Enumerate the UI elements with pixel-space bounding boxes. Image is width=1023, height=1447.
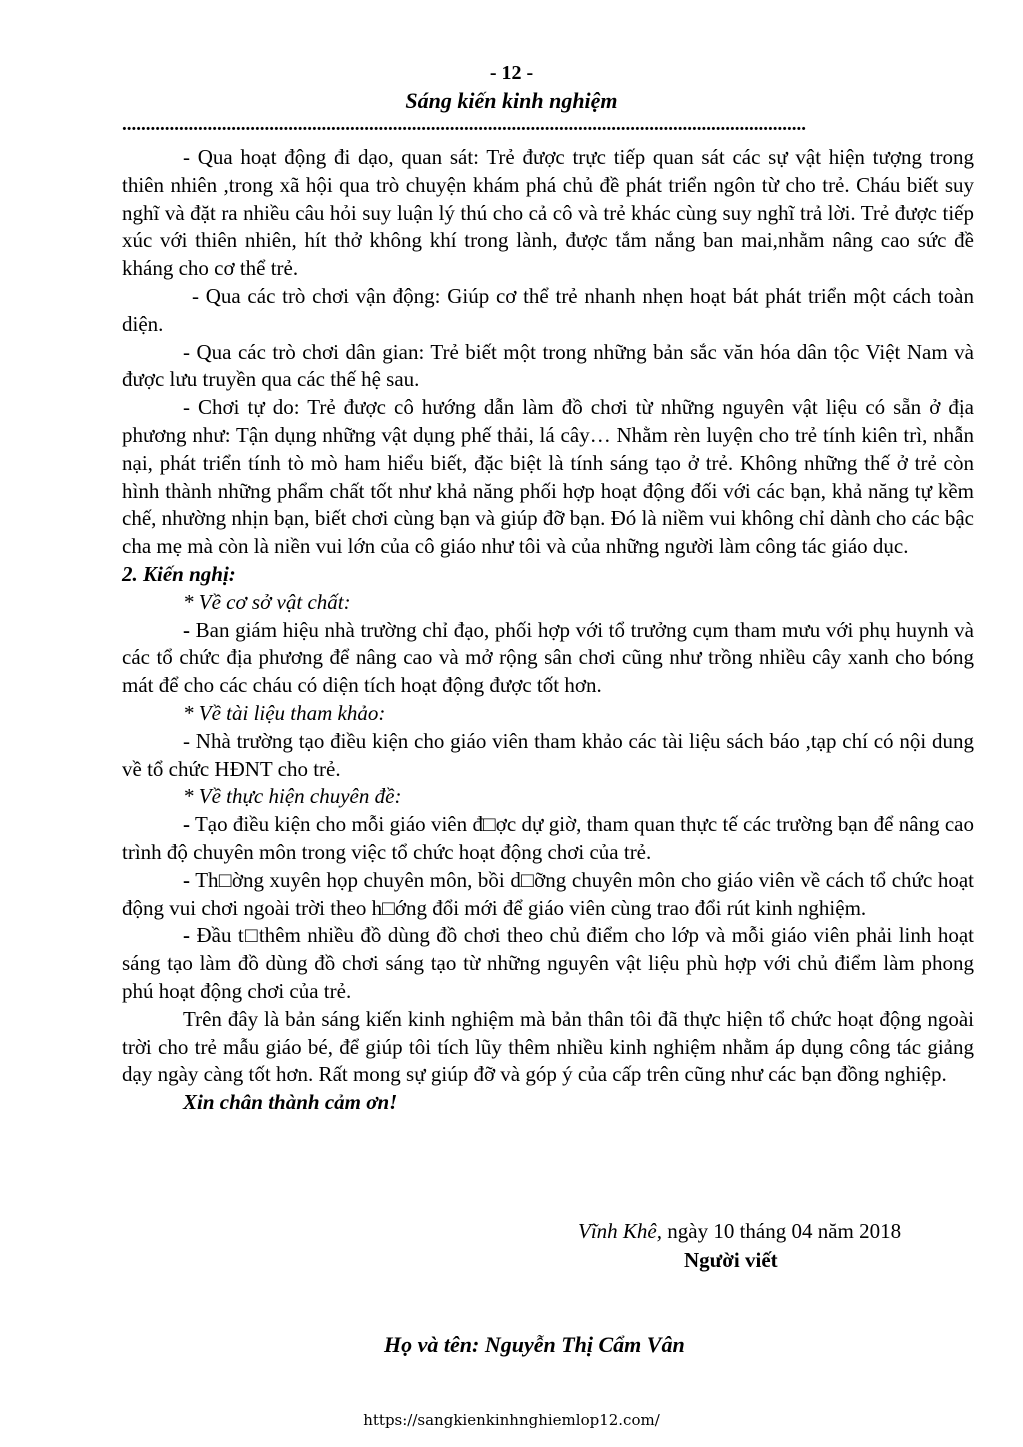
- signature-role: Người viết: [684, 1248, 778, 1272]
- header-separator: ................................................................................................................................................: [122, 114, 806, 135]
- paragraph-facilities-text: Ban giám hiệu nhà trường chỉ đạo, phối hợp với tổ trưởng cụm tham mưu với phụ huynh và các tổ chức địa phương để nâng cao và mở rộng sân chơi cũng như trồng nhiều cây xanh cho bóng mát để cho các cháu có diện tích hoạt động được tốt hơn.: [122, 617, 974, 698]
- bullet-dash: -: [183, 923, 190, 948]
- paragraph-folk-games: - Qua các trò chơi dân gian: Trẻ biết một trong những bản sắc văn hóa dân tộc Việt Nam và được lưu truyền qua các thế hệ sau.: [122, 339, 974, 392]
- signature-place: Vĩnh Khê,: [578, 1219, 662, 1243]
- subheading-topics: * Về thực hiện chuyên đề:: [183, 784, 402, 809]
- header-title: Sáng kiến kinh nghiệm: [405, 88, 618, 113]
- paragraph-investment: [122, 922, 974, 1005]
- footer-url: https://sangkienkinhnghiemlop12.com/: [363, 1411, 660, 1429]
- paragraph-conclusion: Trên đây là bản sáng kiến kinh nghiệm mà bản thân tôi đã thực hiện tổ chức hoạt động ngoài trời cho trẻ mẫu giáo bé, để giúp tôi tích lũy thêm nhiều kinh nghiệm nhằm áp dụng công tác giảng dạy ngày càng tốt hơn. Rất mong sự giúp đỡ và góp ý của cấp trên cũng như các bạn đồng nghiệp.: [122, 1006, 974, 1087]
- subheading-facilities: * Về cơ sở vật chất:: [183, 589, 351, 614]
- paragraph-observation-visits: [122, 811, 974, 867]
- paragraph-facilities: [122, 617, 974, 700]
- page-number: - 12 -: [489, 62, 534, 84]
- bullet-dash: -: [183, 617, 190, 642]
- subheading-references: * Về tài liệu tham khảo:: [183, 700, 386, 725]
- paragraph-movement-games: - Qua các trò chơi vận động: Giúp cơ thể trẻ nhanh nhẹn hoạt bát phát triển một cách toàn diện.: [122, 283, 974, 336]
- paragraph-investment-text: Đầu t□thêm nhiều đồ dùng đồ chơi theo chủ điểm cho lớp và mỗi giáo viên phải linh hoạt sáng tạo làm đồ dùng đồ chơi sáng tạo từ những nguyên vật liệu phù hợp với chủ điểm làm phong phú hoạt động chơi của trẻ.: [122, 923, 974, 1003]
- section-heading-recommendations: 2. Kiến nghị:: [122, 561, 236, 586]
- bullet-dash: -: [183, 867, 190, 892]
- signature-date: ngày 10 tháng 04 năm 2018: [662, 1219, 902, 1243]
- paragraph-observation-visits-text: Tạo điều kiện cho mỗi giáo viên đ□ợc dự giờ, tham quan thực tế các trường bạn để nâng cao trình độ chuyên môn trong việc tổ chức hoạt động chơi của trẻ.: [122, 812, 974, 864]
- signature-place-date: [578, 1219, 901, 1244]
- thanks-line: Xin chân thành cảm ơn!: [183, 1090, 398, 1115]
- paragraph-references: - Nhà trường tạo điều kiện cho giáo viên tham khảo các tài liệu sách báo ,tạp chí có nội dung về tổ chức HĐNT cho trẻ.: [122, 728, 974, 781]
- bullet-dash: -: [183, 812, 190, 837]
- author-name: Họ và tên: Nguyễn Thị Cẩm Vân: [384, 1332, 685, 1357]
- paragraph-professional-meetings-text: Th□ờng xuyên họp chuyên môn, bồi d□ỡng chuyên môn cho giáo viên về cách tổ chức hoạt động vui chơi ngoài trời theo h□ớng đổi mới để giáo viên cùng trao đổi rút kinh nghiệm.: [122, 867, 974, 920]
- paragraph-free-play: - Chơi tự do: Trẻ được cô hướng dẫn làm đồ chơi từ những nguyên vật liệu có sẵn ở địa phương như: Tận dụng những vật dụng phế thải, lá cây… Nhằm rèn luyện cho trẻ tính kiên trì, nhẫn nại, phát triển tính tò mò ham hiểu biết, đặc biệt là tính sáng tạo ở trẻ. Không những thế ở trẻ còn hình thành những phẩm chất tốt như khả năng phối hợp hoạt động đối với các bạn, khả năng tự kềm chế, nhường nhịn bạn, biết chơi cùng bạn và giúp đỡ bạn. Đó là niềm vui không chỉ dành cho các bậc cha mẹ mà còn là niền vui lớn của cô giáo như tôi và của những người làm công tác giáo dục.: [122, 395, 974, 559]
- document-body: [122, 144, 974, 1117]
- paragraph-walk-observe: - Qua hoạt động đi dạo, quan sát: Trẻ được trực tiếp quan sát các sự vật hiện tượng trong thiên nhiên ,trong xã hội qua trò chuyện khám phá chủ đề phát triển ngôn từ cho trẻ. Cháu biết suy nghĩ và đặt ra nhiều câu hỏi suy luận lý thú cho cả cô và trẻ khác cùng suy nghĩ trả lời. Trẻ được tiếp xúc với thiên nhiên, hít thở không khí trong lành, được tắm nắng ban mai,nhằm nâng cao sức đề kháng cho cơ thể trẻ.: [122, 145, 974, 281]
- paragraph-professional-meetings: [122, 867, 974, 923]
